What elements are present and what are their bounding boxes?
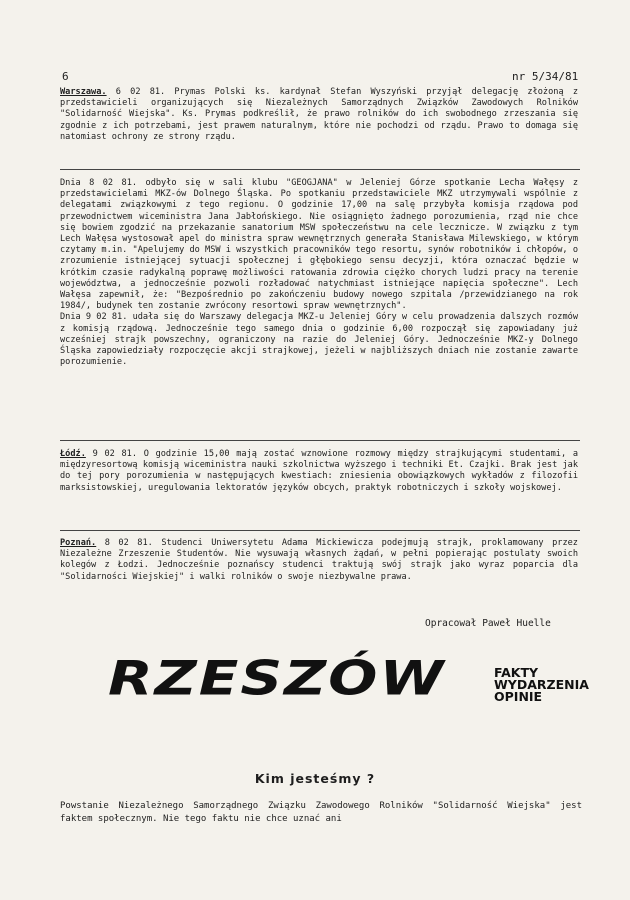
tagline-line: FAKTY [494, 665, 539, 680]
issue-number: nr 5/34/81 [512, 70, 579, 83]
news-item-lodz [60, 449, 578, 494]
news-text: 8 02 81. Studenci Uniwersytetu Adama Mickiewicza podejmują strajk, proklamowany przez Niezależne Zrzeszenie Studentów. Nie wysuwają własnych żądań, w pełni popierając postulaty swoich kolegów z Łodzi. Jednocześnie poznańscy studenci traktują swój strajk jako wyraz poparcia dla "Solidarności Wiejskiej" i walki rolników o swoje niezbywalne prawa. [60, 538, 578, 582]
masthead-tagline [494, 667, 589, 703]
article-heading: Kim jesteśmy ? [254, 771, 376, 786]
section-divider [60, 440, 580, 441]
author-signature: Opracował Paweł Huelle [425, 618, 551, 629]
news-item-poznan [60, 538, 578, 583]
news-item-jelenia-gora [60, 178, 578, 368]
tagline-line: OPINIE [494, 689, 543, 704]
news-text: 6 02 81. Prymas Polski ks. kardynał Stefan Wyszyński przyjął delegację złożoną z przedstawicieli organizujących się Niezależnych Samorządnych Związków Zawodowych Rolników "Solidarność Wiejska". Ks. Prymas podkreślił, że prawo rolników do ich swobodnego zrzeszania się zgodnie z ich potrzebami, jest prawem naturalnym, które nie pochodzi od rządu. Prawo to domaga się natomiast ochrony ze strony rządu. [60, 87, 578, 142]
place-name: Warszawa. [60, 87, 107, 97]
section-divider [60, 169, 580, 170]
masthead-title: RZESZÓW [108, 650, 446, 706]
article-intro: Powstanie Niezależnego Samorządnego Związku Zawodowego Rolników "Solidarność Wiejska" jest faktem społecznym. Nie tego faktu nie chce uznać ani [60, 801, 582, 824]
news-text: 9 02 81. O godzinie 15,00 mają zostać wznowione rozmowy między strajkującymi studentami, a międzyresortową komisją wiceministra nauki szkolnictwa wyższego i techniki Et. Czajki. Brak jest jak do tej pory porozumienia w następujących kwestiach: zniesienia obowiązkowych wykładów z filozofii marksistowskiej, uregulowania lektoratów języków obcych, praktyk robotniczych i szkoły wojskowej. [60, 449, 578, 493]
news-item-warszawa [60, 87, 578, 143]
place-name: Poznań. [60, 538, 97, 548]
section-divider [60, 530, 580, 531]
place-name: Łódź. [60, 449, 86, 459]
tagline-line: WYDARZENIA [494, 677, 589, 692]
news-text: Dnia 8 02 81. odbyło się w sali klubu "GEOGJANA" w Jeleniej Górze spotkanie Lecha Wałęsy z przedstawicielami MKZ-ów Dolnego Śląska. Po spotkaniu przedstawiciele MKZ utrzymywali wspólnie z delegatami związkowymi z tego regionu. O godzinie 17,00 na salę przybyła komisja rządowa pod przewodnictwem wiceministra Jana Jabłońskiego. Nie osiągnięto żadnego porozumienia, rząd nie chce się bowiem zgodzić na przekazanie sanatorium MSW społeczeństwu na cele lecznicze. W związku z tym Lech Wałęsa wystosował apel do ministra spraw wewnętrznych generała Stanisława Milewskiego, w którym czytamy m.in. "Apelujemy do MSW i wszystkich pracowników tego resortu, synów robotników i chłopów, o zrozumienie istniejącej sytuacji społecznej i głębokiego sensu decyzji, która oznaczać będzie w krótkim czasie radykalną poprawę możliwości ratowania zdrowia ciężko chorych ludzi pracy na terenie województwa, a jednocześnie pozwoli rozładować natychmiast istniejące napięcia społeczne". Lech Wałęsa zapewnił, że: "Bezpośrednio po zakończeniu budowy nowego szpitala /przewidzianego na rok 1984/, budynek ten zostanie zwrócony resortowi spraw wewnętrznych". Dnia 9 02 81. udała się do Warszawy delegacja MKZ-u Jeleniej Góry w celu prowadzenia dalszych rozmów z komisją rządową. Jednocześnie tego samego dnia o godzinie 6,00 rozpoczął się zapowiadany już wcześniej strajk powszechny, ograniczony na razie do Jeleniej Góry. Jednocześnie MKZ-y Dolnego Śląska zapowiedziały rozpoczęcie akcji strajkowej, jeżeli w najbliższych dniach nie zostanie zawarte porozumienie. [60, 178, 578, 368]
page-number: 6 [62, 70, 69, 83]
